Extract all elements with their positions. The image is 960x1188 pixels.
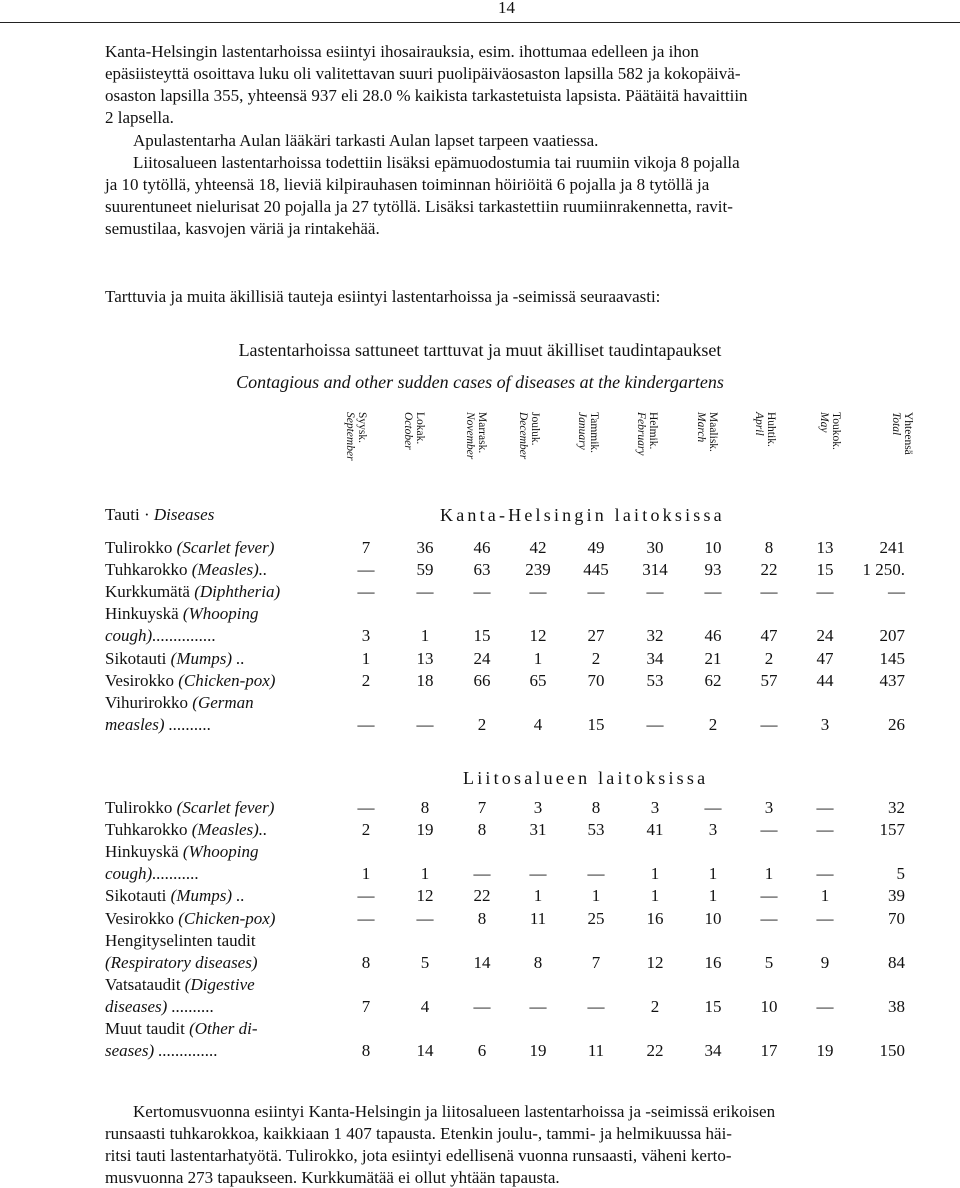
month-value: — [473, 864, 491, 884]
month-value: 8 [764, 538, 774, 557]
disease-name-en: cough)........... [105, 864, 199, 884]
month-value: — [473, 996, 491, 1016]
month-value: — [816, 582, 834, 602]
disease-name-fi: Hinkuyskä [105, 604, 179, 624]
month-fi: Maalisk. [707, 412, 719, 452]
month-value: 1 [650, 864, 660, 884]
month-header [890, 412, 914, 486]
disease-name-en: (Whooping [182, 604, 259, 624]
month-value: 17 [760, 1041, 778, 1061]
month-value: — [587, 996, 605, 1016]
month-value: 10 [704, 908, 722, 928]
month-value: 24 [816, 626, 834, 646]
text-line: Kanta-Helsingin lastentarhoissa esiintyi ihosairauksia, esim. ihottumaa edelleen ja ihon [105, 42, 699, 61]
month-value: 34 [646, 648, 664, 668]
month-value: 16 [646, 908, 664, 928]
month-value: 19 [529, 1041, 547, 1061]
disease-name-fi: Vesirokko [105, 908, 174, 928]
disease-name-en: cough)............... [105, 626, 216, 646]
month-header [753, 412, 777, 486]
month-en: Total [890, 412, 902, 436]
month-value: 32 [646, 626, 664, 646]
total-value: 32 [888, 798, 905, 817]
section-title-kanta: Kanta-Helsingin laitoksissa [440, 505, 725, 525]
table-row [105, 560, 935, 584]
table-row [105, 997, 935, 1021]
table-row [105, 931, 935, 955]
month-value: 36 [416, 538, 434, 557]
month-value: 1 [361, 648, 371, 668]
disease-name-en: (Digestive [184, 974, 255, 994]
month-value: 8 [533, 952, 543, 972]
disease-name-fi: Vesirokko [105, 670, 174, 690]
month-value: — [357, 560, 375, 580]
text-line: Apulastentarha Aulan lääkäri tarkasti Aulan lapset tarpeen vaatiessa. [133, 131, 599, 150]
month-value: 1 [420, 864, 430, 884]
total-value: 39 [888, 886, 905, 906]
total-value: 70 [888, 908, 905, 928]
month-header [464, 412, 488, 486]
month-value: 1 [820, 886, 830, 906]
month-value: 8 [591, 798, 601, 817]
month-en: January [576, 412, 588, 450]
month-header [576, 412, 600, 486]
month-en: September [344, 412, 356, 461]
month-value: — [816, 798, 834, 817]
month-value: 46 [473, 538, 491, 557]
table-row [105, 693, 935, 717]
table-row [105, 820, 935, 844]
month-value: 65 [529, 670, 547, 690]
month-value: 239 [525, 560, 551, 580]
text-line: suurentuneet nielurisat 20 pojalla ja 27 tytöllä. Lisäksi tarkastettiin ruumiinrakennetta, ravit- [105, 197, 733, 216]
disease-label [105, 886, 245, 906]
disease-label [105, 975, 255, 995]
month-value: 5 [764, 952, 774, 972]
table-row [105, 538, 935, 562]
month-value: 19 [816, 1041, 834, 1061]
table-row [105, 671, 935, 695]
month-value: 70 [587, 670, 605, 690]
month-value: 11 [587, 1041, 605, 1061]
table-row [105, 864, 935, 888]
total-value: 26 [888, 714, 905, 734]
disease-name-fi: Kurkkumätä [105, 582, 190, 602]
month-value: 10 [760, 996, 778, 1016]
month-value: 3 [708, 820, 718, 840]
total-value: 150 [879, 1041, 905, 1061]
month-value: 30 [646, 538, 664, 557]
disease-label [105, 649, 245, 669]
disease-label [105, 560, 267, 580]
month-header [695, 412, 719, 486]
month-header [517, 412, 541, 486]
month-value: 8 [361, 1041, 371, 1061]
month-value: 4 [533, 714, 543, 734]
month-value: 10 [704, 538, 722, 557]
month-value: 2 [650, 996, 660, 1016]
month-header [402, 412, 426, 486]
disease-name-fi: Vatsataudit [105, 974, 181, 994]
month-value: — [416, 908, 434, 928]
month-value: 2 [361, 670, 371, 690]
month-value: 2 [764, 648, 774, 668]
month-value: 1 [361, 864, 371, 884]
month-value: 47 [760, 626, 778, 646]
month-value: 1 [591, 886, 601, 906]
month-value: 31 [529, 820, 547, 840]
disease-name-en: (Scarlet fever) [176, 538, 275, 557]
disease-label [105, 626, 216, 646]
month-value: 8 [420, 798, 430, 817]
month-value: 1 [708, 886, 718, 906]
month-value: 25 [587, 908, 605, 928]
text-line: ritsi tauti lastentarhatyötä. Tulirokko, jota esiintyi edellisenä vuonna runsaasti, väheni kerto- [105, 1146, 732, 1165]
month-value: 15 [473, 626, 491, 646]
month-fi: Syysk. [356, 412, 368, 443]
text-line: osaston lapsilla 355, yhteensä 937 eli 28.0 % kaikista tarkastetuista lapsista. Päätäitä havaittiin [105, 86, 748, 105]
month-header [344, 412, 368, 486]
table-row [105, 953, 935, 977]
month-value: — [529, 582, 547, 602]
month-value: 22 [760, 560, 778, 580]
month-value: — [529, 864, 547, 884]
month-fi: Huhtik. [765, 412, 777, 447]
month-fi: Yhteensä [902, 412, 914, 455]
disease-label [105, 953, 258, 973]
text-line: Kertomusvuonna esiintyi Kanta-Helsingin ja liitosalueen lastentarhoissa ja -seimissä erikoisen [133, 1102, 776, 1121]
month-value: 14 [416, 1041, 434, 1061]
month-value: 13 [816, 538, 834, 557]
month-value: 3 [764, 798, 774, 817]
month-value: — [357, 886, 375, 906]
disease-header-fi: Tauti [105, 505, 140, 524]
page-number: 14 [498, 0, 515, 17]
month-value: 1 [533, 648, 543, 668]
disease-name-fi: Sikotauti [105, 648, 167, 668]
month-value: 2 [708, 714, 718, 734]
table-row [105, 842, 935, 866]
month-value: 7 [591, 952, 601, 972]
month-value: — [816, 820, 834, 840]
total-value: 38 [888, 996, 905, 1016]
total-value: — [888, 582, 905, 602]
month-value: 12 [529, 626, 547, 646]
month-value: — [704, 798, 722, 817]
month-value: 15 [587, 714, 605, 734]
month-value: — [357, 714, 375, 734]
month-en: February [635, 412, 647, 456]
table-row [105, 1019, 935, 1043]
month-value: 53 [587, 820, 605, 840]
month-value: 15 [816, 560, 834, 580]
month-value: 41 [646, 820, 664, 840]
disease-label [105, 931, 256, 951]
month-value: 2 [477, 714, 487, 734]
total-value: 157 [879, 820, 905, 840]
disease-name-en: (Measles).. [191, 820, 268, 840]
month-value: 11 [529, 908, 547, 928]
disease-name-en: (Whooping [182, 842, 259, 862]
disease-name-fi: Sikotauti [105, 886, 167, 906]
total-value: 84 [888, 952, 905, 972]
month-value: — [816, 908, 834, 928]
month-value: 6 [477, 1041, 487, 1061]
month-value: — [587, 864, 605, 884]
table-row [105, 715, 935, 739]
month-value: 27 [587, 626, 605, 646]
text-line: 2 lapsella. [105, 108, 174, 127]
total-value: 437 [879, 670, 905, 690]
table-row [105, 649, 935, 673]
month-value: 2 [591, 648, 601, 668]
disease-name-fi: Tulirokko [105, 538, 173, 557]
disease-name-en: (Scarlet fever) [176, 798, 275, 817]
disease-label [105, 864, 199, 884]
disease-name-fi: Tuhkarokko [105, 820, 188, 840]
disease-name-en: (Chicken-pox) [178, 670, 276, 690]
month-value: 18 [416, 670, 434, 690]
month-en: March [695, 412, 707, 443]
month-value: 93 [704, 560, 722, 580]
text-line: Liitosalueen lastentarhoissa todettiin lisäksi epämuodostumia tai ruumiin vikoja 8 pojalla [133, 153, 740, 172]
section-title-liitos: Liitosalueen laitoksissa [463, 768, 709, 788]
month-value: 1 [533, 886, 543, 906]
disease-label [105, 604, 258, 624]
header-rule [0, 22, 960, 23]
month-en: November [464, 412, 476, 460]
month-value: 7 [361, 538, 371, 557]
text-line: epäsiisteyttä osoittava luku oli valitettavan suuri puolipäiväosaston lapsilla 582 ja kokopäivä- [105, 64, 741, 83]
month-value: — [357, 908, 375, 928]
month-value: 4 [420, 996, 430, 1016]
month-value: 9 [820, 952, 830, 972]
disease-name-en: (Diphtheria) [194, 582, 281, 602]
month-value: 445 [583, 560, 609, 580]
month-fi: Marrask. [476, 412, 488, 454]
month-header [818, 412, 842, 486]
month-value: — [416, 582, 434, 602]
disease-name-fi: Tulirokko [105, 798, 173, 817]
disease-label [105, 671, 275, 691]
month-value: — [760, 714, 778, 734]
total-value: 5 [896, 864, 905, 884]
month-value: 3 [533, 798, 543, 817]
month-value: 8 [477, 908, 487, 928]
month-value: 314 [642, 560, 668, 580]
disease-name-fi: Tuhkarokko [105, 560, 188, 580]
month-value: 5 [420, 952, 430, 972]
total-value: 145 [879, 648, 905, 668]
month-value: 66 [473, 670, 491, 690]
table-row [105, 886, 935, 910]
month-value: 8 [361, 952, 371, 972]
disease-name-en: (Respiratory diseases) [105, 952, 258, 972]
disease-label [105, 582, 280, 602]
month-fi: Helmik. [647, 412, 659, 450]
disease-column-header [105, 505, 214, 525]
month-value: — [529, 996, 547, 1016]
table-row [105, 909, 935, 933]
disease-name-en: (Other di- [189, 1019, 258, 1038]
disease-label [105, 997, 214, 1017]
month-value: 22 [473, 886, 491, 906]
disease-header-sep: · [143, 505, 150, 524]
month-value: 44 [816, 670, 834, 690]
month-value: — [760, 820, 778, 840]
month-value: 47 [816, 648, 834, 668]
table-title-en: Contagious and other sudden cases of diseases at the kindergartens [236, 372, 724, 392]
month-value: 24 [473, 648, 491, 668]
disease-name-en: (Chicken-pox) [178, 908, 276, 928]
month-value: 3 [820, 714, 830, 734]
month-value: — [760, 908, 778, 928]
text-line: semustilaa, kasvojen väriä ja rintakehää. [105, 219, 380, 238]
table-row [105, 1041, 935, 1065]
table-row [105, 975, 935, 999]
month-value: 53 [646, 670, 664, 690]
month-value: 1 [650, 886, 660, 906]
month-en: December [517, 412, 529, 460]
month-fi: Tammik. [588, 412, 600, 454]
disease-label [105, 1019, 258, 1039]
table-row [105, 626, 935, 650]
disease-name-fi: Muut taudit [105, 1019, 185, 1038]
total-value: 207 [879, 626, 905, 646]
disease-name-en: seases) .............. [105, 1041, 218, 1061]
disease-label [105, 538, 274, 558]
month-value: 16 [704, 952, 722, 972]
month-fi: Toukok. [830, 412, 842, 450]
month-value: — [704, 582, 722, 602]
disease-label [105, 842, 258, 862]
disease-label [105, 909, 275, 929]
disease-name-fi: Hengityselinten taudit [105, 930, 256, 950]
month-value: 1 [420, 626, 430, 646]
month-value: 49 [587, 538, 605, 557]
disease-name-en: diseases) .......... [105, 996, 215, 1016]
disease-label [105, 1041, 218, 1061]
disease-name-en: (German [192, 692, 254, 712]
month-value: — [816, 996, 834, 1016]
month-value: — [816, 864, 834, 884]
month-value: 19 [416, 820, 434, 840]
month-value: 22 [646, 1041, 664, 1061]
month-header [635, 412, 659, 486]
text-line: ja 10 tytöllä, yhteensä 18, lieviä kilpirauhasen toiminnan höiriöitä 6 pojalla ja 8 tytöllä ja [105, 175, 710, 194]
disease-name-en: (Mumps) .. [170, 648, 245, 668]
month-value: 1 [764, 864, 774, 884]
disease-label [105, 798, 274, 818]
month-value: — [760, 886, 778, 906]
text-line: musvuonna 273 tapaukseen. Kurkkumätää ei ollut yhtään tapausta. [105, 1168, 560, 1187]
month-value: 12 [416, 886, 434, 906]
month-en: May [818, 412, 830, 433]
month-value: — [357, 582, 375, 602]
disease-header-en: Diseases [153, 505, 215, 524]
month-value: 13 [416, 648, 434, 668]
disease-name-en: (Mumps) .. [170, 886, 245, 906]
month-value: 1 [708, 864, 718, 884]
month-value: 8 [477, 820, 487, 840]
month-value: 57 [760, 670, 778, 690]
disease-name-fi: Hinkuyskä [105, 842, 179, 862]
table-row [105, 582, 935, 606]
month-value: 3 [650, 798, 660, 817]
month-value: — [646, 582, 664, 602]
disease-label [105, 715, 211, 735]
month-value: 12 [646, 952, 664, 972]
month-fi: Jouluk. [529, 412, 541, 446]
total-value: 241 [879, 538, 905, 557]
disease-label [105, 693, 254, 713]
text-line: Tarttuvia ja muita äkillisiä tauteja esiintyi lastentarhoissa ja -seimissä seuraavasti: [105, 287, 661, 306]
month-en: April [753, 412, 765, 436]
month-value: 3 [361, 626, 371, 646]
month-value: — [587, 582, 605, 602]
month-value: — [646, 714, 664, 734]
table-row [105, 798, 935, 822]
month-value: 21 [704, 648, 722, 668]
disease-name-en: measles) .......... [105, 714, 212, 734]
month-value: 14 [473, 952, 491, 972]
text-line: runsaasti tuhkarokkoa, kaikkiaan 1 407 tapausta. Etenkin joulu-, tammi- ja helmikuussa häi- [105, 1124, 732, 1143]
month-value: — [357, 798, 375, 817]
month-fi: Lokak. [414, 412, 426, 445]
month-value: 7 [477, 798, 487, 817]
month-value: 15 [704, 996, 722, 1016]
month-value: 2 [361, 820, 371, 840]
month-value: 42 [529, 538, 547, 557]
month-value: — [760, 582, 778, 602]
table-title-fi: Lastentarhoissa sattuneet tarttuvat ja muut äkilliset taudintapaukset [238, 340, 722, 360]
table-row [105, 604, 935, 628]
month-value: 62 [704, 670, 722, 690]
month-value: 46 [704, 626, 722, 646]
disease-name-en: (Measles).. [191, 560, 268, 580]
month-value: 59 [416, 560, 434, 580]
month-value: 34 [704, 1041, 722, 1061]
month-value: — [473, 582, 491, 602]
month-value: 63 [473, 560, 491, 580]
month-value: 7 [361, 996, 371, 1016]
disease-label [105, 820, 267, 840]
month-en: October [402, 412, 414, 450]
month-value: — [416, 714, 434, 734]
disease-name-fi: Vihurirokko [105, 692, 189, 712]
total-value: 1 250. [862, 560, 905, 580]
